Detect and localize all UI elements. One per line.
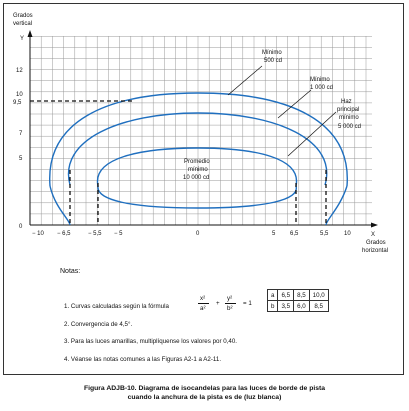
leader-5000cd [288,112,336,156]
table-cell: 8,5 [309,301,328,312]
label-10000cd-3: 10 000 cd [183,175,210,181]
y-axis-title-2: vertical [13,21,33,27]
formula-x-den: a² [200,305,206,312]
note-4: 4. Véanse las notas comunes a las Figuras A2-1 a A2-11. [64,356,222,363]
formula-y-den: b² [227,305,233,312]
table-cell: 6,5 [278,290,294,301]
label-5000cd-2: principal [337,107,360,113]
label-5000cd-1: Haz [341,99,352,105]
table-cell: 10,0 [309,290,328,301]
table-cell: a [268,290,278,301]
notes-title: Notas: [60,268,81,275]
y-tick-12: 12 [16,68,23,74]
x-tick-neg10: − 10 [32,231,44,237]
x-axis-title-1: Grados [366,240,386,246]
contour-10000cd [98,186,296,208]
y-tick-0: 0 [19,224,23,230]
table-cell: 6,0 [294,301,310,312]
formula-y-num: y² [227,295,233,302]
y-axis-arrow [28,30,33,37]
formula [197,295,267,315]
note-1-text: 1. Curvas calculadas según la fórmula [64,303,169,310]
x-tick-6-5: 6,5 [290,231,299,237]
table-cell: 3,5 [278,301,294,312]
y-tick-7: 7 [19,131,23,137]
table-row [268,290,329,301]
x-axis-symbol: X [371,232,376,238]
x-axis-title-2: horizontal [362,248,389,254]
label-500cd-2: 500 cd [264,58,283,64]
x-tick-neg5-5: − 5,5 [88,231,102,237]
y-axis-symbol: Y [20,36,25,42]
y-axis-title-1: Grados [13,13,33,19]
x-tick-5: 5 [272,231,276,237]
label-1000cd-1: Mínimo [310,77,330,83]
label-500cd-1: Mínimo [262,50,282,56]
label-10000cd-2: mínimo [188,167,208,173]
figure-caption-line-2: cuando la anchura de la pista es de (luz blanca) [127,394,282,401]
formula-plus: + [216,300,220,307]
y-tick-5: 5 [19,156,23,162]
table-row [268,301,329,312]
parameter-table [267,289,329,312]
x-tick-5-5: 5,5 [320,231,329,237]
table-cell: b [268,301,278,312]
x-tick-neg6-5: − 6,5 [57,231,71,237]
x-tick-10: 10 [344,231,351,237]
table-cell: 8,5 [294,290,310,301]
formula-x-num: x² [200,295,206,302]
formula-y-bar [225,303,236,304]
note-1 [64,303,169,310]
diagram-grid [30,36,372,225]
label-10000cd-1: Promedio [184,159,210,165]
figure-caption-line-1: Figura ADJB-10. Diagrama de isocandelas para las luces de borde de pista [83,385,326,392]
y-tick-9-5: 9,5 [13,100,22,106]
y-tick-10: 10 [16,92,23,98]
x-tick-0: 0 [196,231,200,237]
formula-equals: = 1 [243,300,252,307]
label-5000cd-3: mínimo [339,115,359,121]
note-3: 3. Para las luces amarillas, multiplíquense los valores por 0,40. [64,338,237,345]
x-tick-neg5: − 5 [114,231,123,237]
label-1000cd-2: 1 000 cd [310,85,334,91]
note-2: 2. Convergencia de 4,5°. [64,321,133,328]
label-5000cd-4: 5 000 cd [338,124,362,130]
formula-x-bar [198,303,209,304]
x-axis-arrow [371,223,378,228]
